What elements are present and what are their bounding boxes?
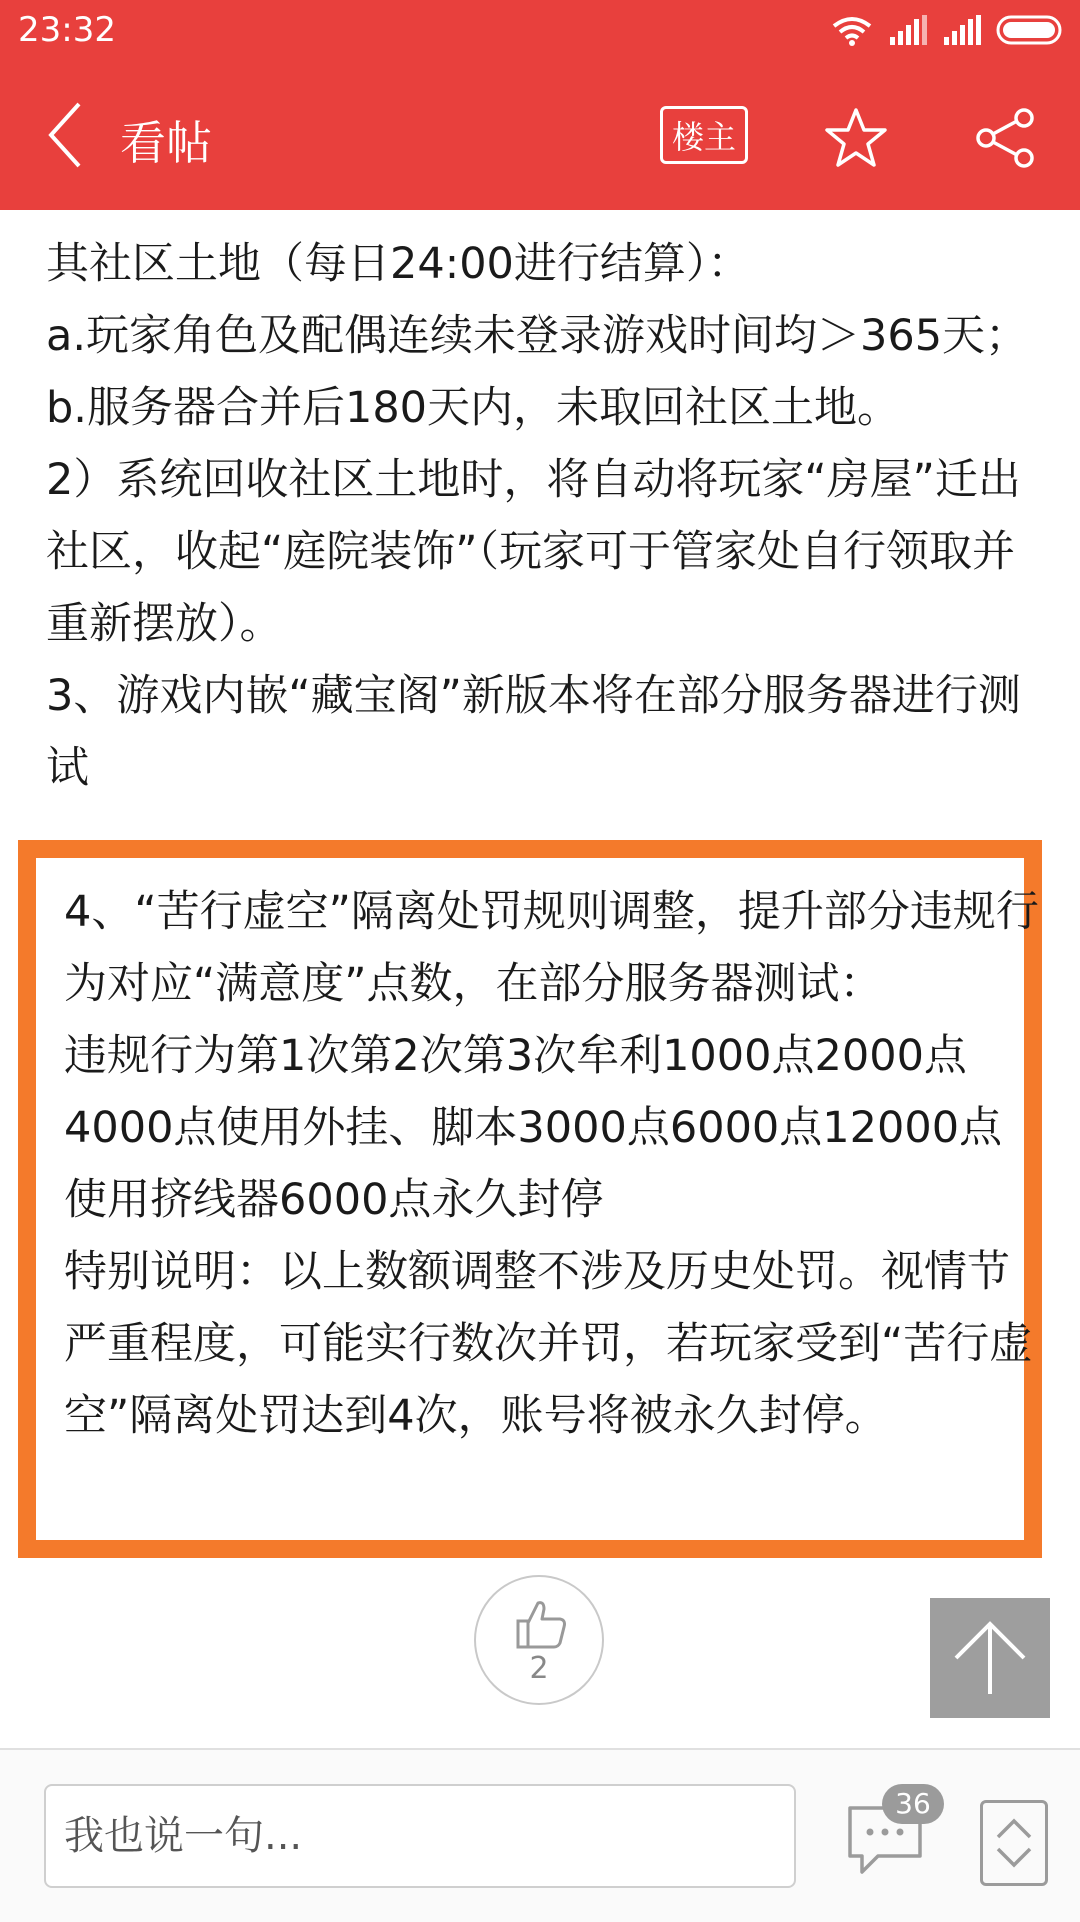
highlighted-section: [18, 840, 1042, 1558]
post-paragraph: b.服务器合并后180天内，未取回社区土地。: [46, 383, 901, 433]
page-title: 看帖: [120, 116, 212, 170]
like-button[interactable]: [474, 1575, 604, 1705]
arrow-up-icon: [950, 1618, 1030, 1698]
signal-icon: [942, 15, 982, 45]
comments-button[interactable]: [846, 1787, 938, 1886]
star-icon: [824, 107, 888, 169]
wifi-icon: [830, 14, 874, 46]
comment-input[interactable]: [44, 1784, 796, 1888]
favorite-button[interactable]: [818, 100, 894, 176]
thumbs-up-icon: [514, 1599, 568, 1649]
post-paragraph: 2）系统回收社区土地时，将自动将玩家“房屋”迁出社区，收起“庭院装饰”（玩家可于管家处自行领取并重新摆放）。: [46, 455, 1021, 649]
back-button[interactable]: [30, 95, 100, 175]
post-paragraph: 3、游戏内嵌“藏宝阁”新版本将在部分服务器进行测试: [46, 671, 1021, 793]
battery-icon: [996, 14, 1066, 46]
status-time: 23:32: [18, 10, 116, 50]
post-body: [46, 228, 1046, 804]
highlight-paragraph: 4、“苦行虚空”隔离处罚规则调整，提升部分违规行为对应“满意度”点数，在部分服务器测试：: [64, 887, 1039, 1009]
chevron-left-icon: [45, 100, 85, 170]
share-button[interactable]: [968, 100, 1044, 176]
highlight-paragraph: 特别说明：以上数额调整不涉及历史处罚。视情节严重程度，可能实行数次并罚，若玩家受到“苦行虚空”隔离处罚达到4次，账号将被永久封停。: [64, 1247, 1033, 1441]
like-count: 2: [529, 1651, 549, 1686]
post-paragraph: 其社区土地（每日24:00进行结算）：: [46, 239, 751, 289]
post-paragraph: a.玩家角色及配偶连续未登录游戏时间均＞365天；: [46, 311, 1029, 361]
page-nav-button[interactable]: [980, 1800, 1048, 1886]
status-icons: [830, 10, 1066, 50]
scroll-to-top-button[interactable]: [930, 1598, 1050, 1718]
highlighted-text: [64, 876, 1044, 1452]
up-down-chevron-icon: [992, 1811, 1036, 1875]
highlight-paragraph: 违规行为第1次第2次第3次牟利1000点2000点4000点使用外挂、脚本3000点6000点12000点使用挤线器6000点永久封停: [64, 1031, 1003, 1225]
comment-count-badge: 36: [882, 1784, 944, 1824]
app-bar: [0, 60, 1080, 210]
owner-only-button[interactable]: 楼主: [660, 106, 748, 164]
bottom-bar: [0, 1748, 1080, 1922]
signal-icon: [888, 15, 928, 45]
status-bar: [0, 0, 1080, 60]
share-icon: [974, 106, 1038, 170]
post-content: [0, 210, 1080, 1750]
